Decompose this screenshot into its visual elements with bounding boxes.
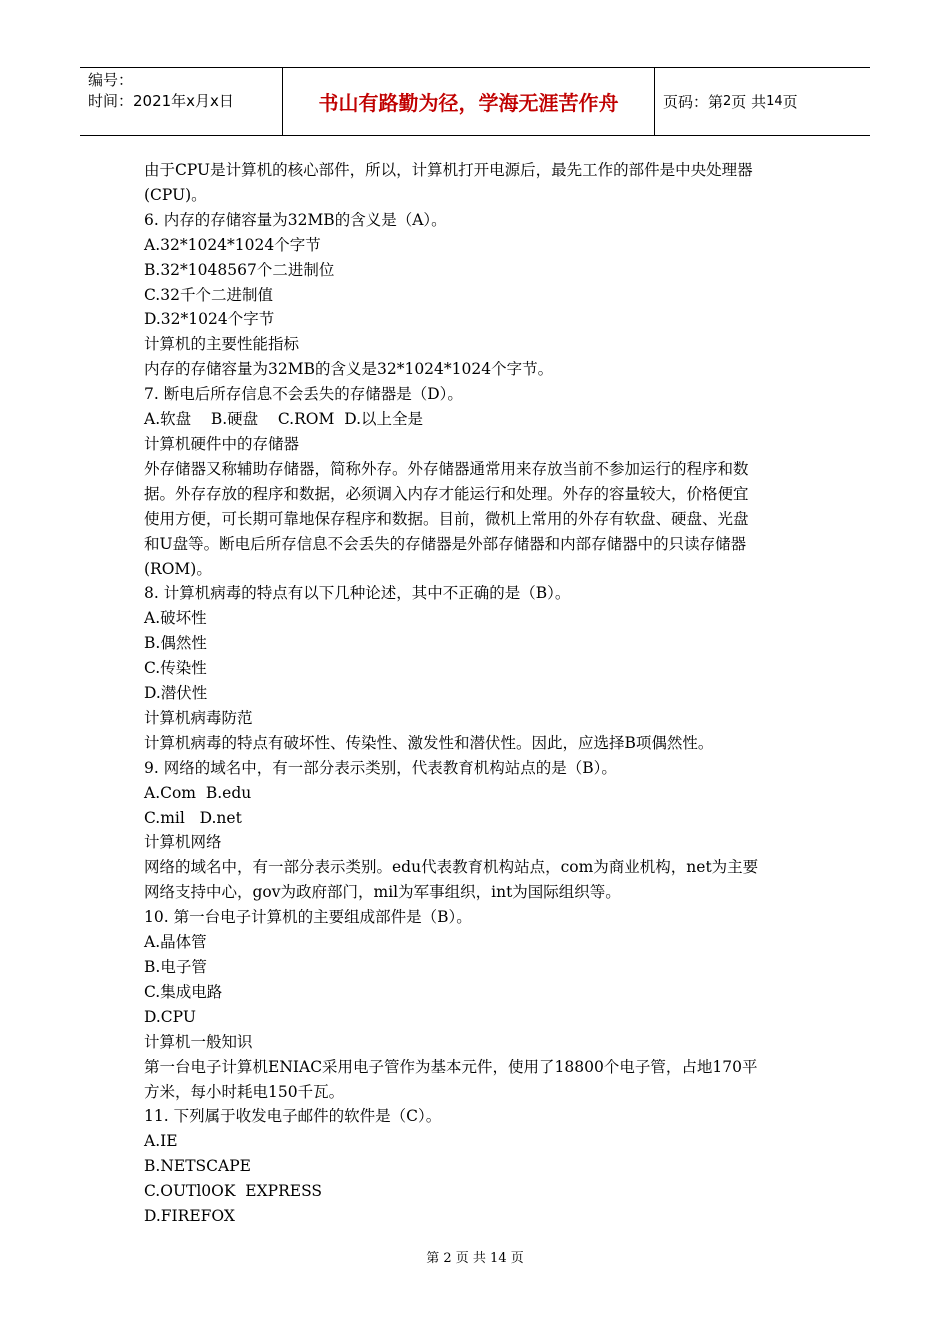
document-body (144, 158, 808, 1229)
text-line: 计算机网络 (144, 833, 222, 852)
text-line: 和U盘等。断电后所存信息不会丢失的存储器是外部存储器和内部存储器中的只读存储器 (144, 534, 747, 553)
text-line: 计算机一般知识 (144, 1032, 253, 1051)
header-motto-cell (282, 68, 655, 135)
text-line: B.32*1048567个二进制位 (144, 260, 335, 279)
text-line: A.32*1024*1024个字节 (144, 235, 321, 254)
text-line: D.32*1024个字节 (144, 310, 275, 329)
text-line: C.传染性 (144, 659, 207, 678)
text-line: D.CPU (144, 1007, 196, 1026)
text-line: 使用方便，可长期可靠地保存程序和数据。目前，微机上常用的外存有软盘、硬盘、光盘 (144, 509, 749, 528)
text-line: 9. 网络的域名中，有一部分表示类别，代表教育机构站点的是（B）。 (144, 758, 617, 777)
text-line: 计算机的主要性能指标 (144, 335, 300, 354)
text-line: (ROM)。 (144, 559, 212, 578)
text-line: 据。外存存放的程序和数据，必须调入内存才能运行和处理。外存的容量较大，价格便宜 (144, 484, 749, 503)
text-line: A.IE (144, 1132, 178, 1151)
text-line: 7. 断电后所存信息不会丢失的存储器是（D）。 (144, 385, 463, 404)
document-header (80, 67, 870, 136)
text-line: C.OUTl0OK EXPRESS (144, 1182, 323, 1201)
page-suffix: 页 (782, 93, 798, 111)
header-left-cell (80, 68, 282, 135)
text-line: 网络支持中心，gov为政府部门，mil为军事组织，int为国际组织等。 (144, 883, 621, 902)
text-line: 外存储器又称辅助存储器，简称外存。外存储器通常用来存放当前不参加运行的程序和数 (144, 459, 749, 478)
text-line: A.软盘 B.硬盘 C.ROM D.以上全是 (144, 410, 423, 429)
text-line: C.mil D.net (144, 808, 242, 827)
page-prefix: 页码：第 (663, 93, 724, 111)
text-line: 6. 内存的存储容量为32MB的含义是（A）。 (144, 210, 447, 229)
text-line: 第一台电子计算机ENIAC采用电子管作为基本元件，使用了18800个电子管，占地170平 (144, 1057, 758, 1076)
text-line: 方米，每小时耗电150千瓦。 (144, 1082, 345, 1101)
text-line: 网络的域名中，有一部分表示类别。edu代表教育机构站点，com为商业机构，net为主要 (144, 858, 759, 877)
text-line: A.Com B.edu (144, 783, 252, 802)
text-line: 计算机硬件中的存储器 (144, 434, 300, 453)
text-line: B.NETSCAPE (144, 1157, 251, 1176)
text-line: 10. 第一台电子计算机的主要组成部件是（B）。 (144, 908, 472, 927)
page-mid: 页 共 (731, 93, 767, 111)
header-page-cell (655, 68, 870, 135)
text-line: A.晶体管 (144, 933, 207, 952)
text-line: C.32千个二进制值 (144, 285, 273, 304)
text-line: 11. 下列属于收发电子邮件的软件是（C）。 (144, 1107, 442, 1126)
document-time-label: 时间：2021年x月x日 (88, 92, 234, 110)
text-line: B.偶然性 (144, 634, 207, 653)
text-line: 8. 计算机病毒的特点有以下几种论述，其中不正确的是（B）。 (144, 584, 571, 603)
text-line: 由于CPU是计算机的核心部件，所以，计算机打开电源后，最先工作的部件是中央处理器 (144, 161, 753, 179)
text-line: B.电子管 (144, 958, 207, 976)
page-total: 14 (766, 94, 783, 109)
text-line: A.破坏性 (144, 609, 207, 628)
text-line: D.FIREFOX (144, 1207, 235, 1226)
text-line: 计算机病毒防范 (144, 708, 253, 727)
header-motto: 书山有路勤为径，学海无涯苦作舟 (318, 91, 619, 115)
page-current: 2 (723, 94, 732, 109)
page-footer: 第 2 页 共 14 页 (426, 1251, 524, 1266)
text-line: 内存的存储容量为32MB的含义是32*1024*1024个字节。 (144, 360, 554, 379)
text-line: D.潜伏性 (144, 684, 208, 703)
text-line: (CPU)。 (144, 185, 207, 204)
text-line: C.集成电路 (144, 982, 223, 1001)
document-number-label: 编号： (88, 71, 134, 89)
text-line: 计算机病毒的特点有破坏性、传染性、激发性和潜伏性。因此，应选择B项偶然性。 (144, 733, 714, 752)
